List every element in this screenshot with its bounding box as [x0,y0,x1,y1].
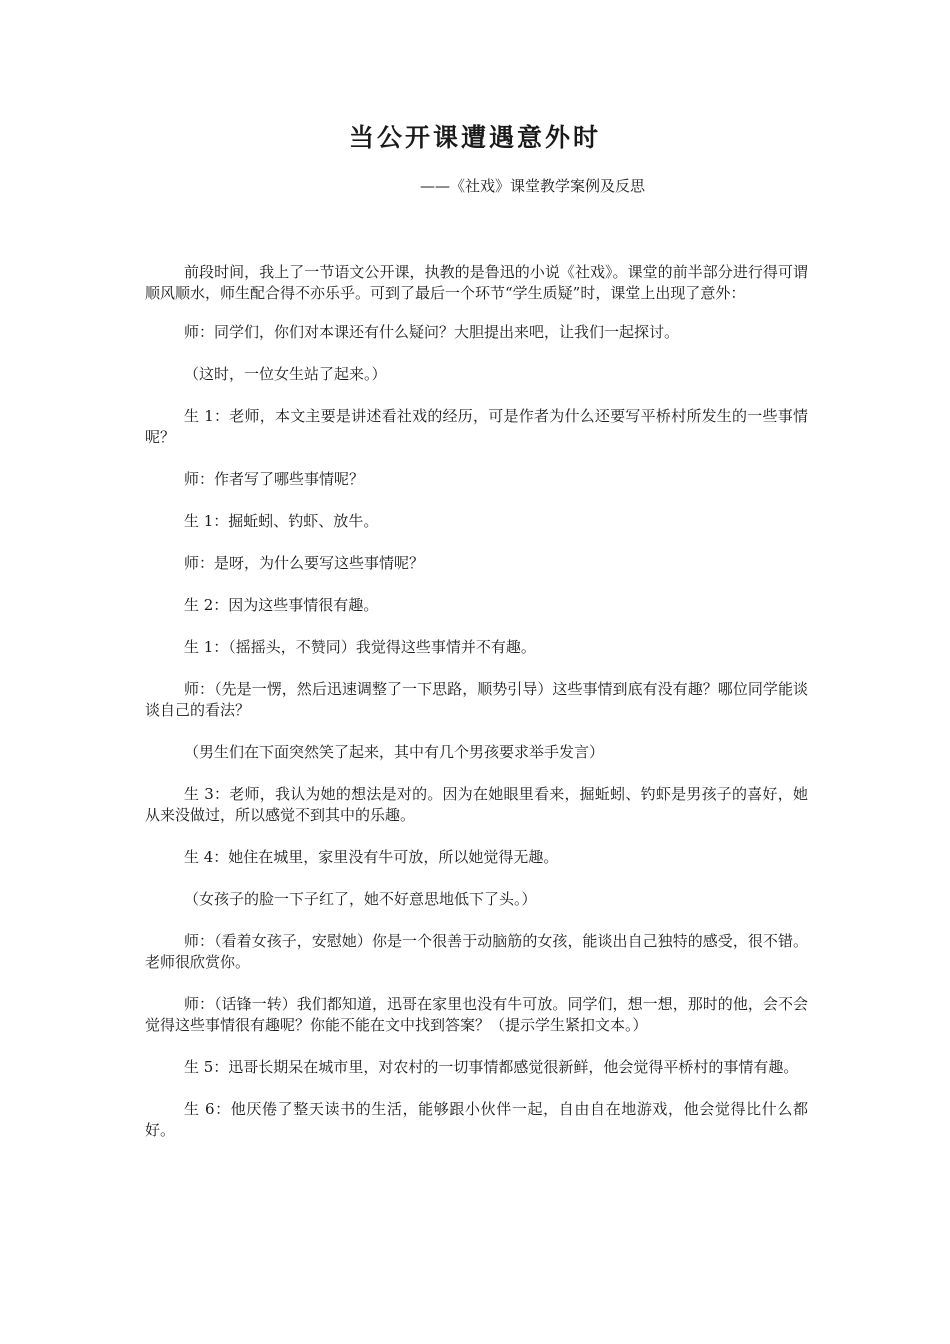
paragraph-12: 生 3：老师，我认为她的想法是对的。因为在她眼里看来，掘蚯蚓、钓虾是男孩子的喜好，她从来没做过，所以感觉不到其中的乐趣。 [145,785,808,824]
paragraph-2: 师：同学们，你们对本课还有什么疑问？大胆提出来吧，让我们一起探讨。 [184,323,680,341]
paragraph-3: （这时，一位女生站了起来。） [184,365,387,383]
paragraph-4: 生 1：老师，本文主要是讲述看社戏的经历，可是作者为什么还要写平桥村所发生的一些事情呢？ [145,407,808,446]
paragraph-13: 生 4：她住在城里，家里没有牛可放，所以她觉得无趣。 [184,848,559,866]
paragraph-18: 生 6：他厌倦了整天读书的生活，能够跟小伙伴一起，自由自在地游戏，他会觉得比什么都好。 [145,1100,808,1139]
paragraph-16: 师：（话锋一转）我们都知道，迅哥在家里也没有牛可放。同学们，想一想，那时的他，会不会觉得这些事情很有趣呢？你能不能在文中找到答案？（提示学生紧扣文本。） [145,995,808,1034]
paragraph-8: 生 2：因为这些事情很有趣。 [184,596,379,614]
paragraph-6: 生 1：掘蚯蚓、钓虾、放牛。 [184,512,379,530]
paragraph-1: 前段时间，我上了一节语文公开课，执教的是鲁迅的小说《社戏》。课堂的前半部分进行得可谓顺风顺水，师生配合得不亦乐乎。可到了最后一个环节“学生质疑”时，课堂上出现了意外： [145,263,808,302]
paragraph-14: （女孩子的脸一下子红了，她不好意思地低下了头。） [184,890,537,908]
paragraph-7: 师：是呀，为什么要写这些事情呢？ [184,554,425,572]
document-title: 当公开课遭遇意外时 [348,123,601,152]
paragraph-11: （男生们在下面突然笑了起来，其中有几个男孩要求举手发言） [184,743,605,761]
paragraph-17: 生 5：迅哥长期呆在城市里，对农村的一切事情都感觉很新鲜，他会觉得平桥村的事情有趣。 [184,1058,799,1076]
document-body [145,262,808,1141]
paragraph-10: 师：（先是一愣，然后迅速调整了一下思路，顺势引导）这些事情到底有没有趣？哪位同学能谈谈自己的看法？ [145,680,808,719]
document-subtitle: ——《社戏》课堂教学案例及反思 [420,177,646,195]
paragraph-9: 生 1：（摇摇头，不赞同）我觉得这些事情并不有趣。 [184,638,536,656]
paragraph-15: 师：（看着女孩子，安慰她）你是一个很善于动脑筋的女孩，能谈出自己独特的感受，很不错。老师很欣赏你。 [145,932,808,971]
paragraph-5: 师：作者写了哪些事情呢？ [184,470,365,488]
